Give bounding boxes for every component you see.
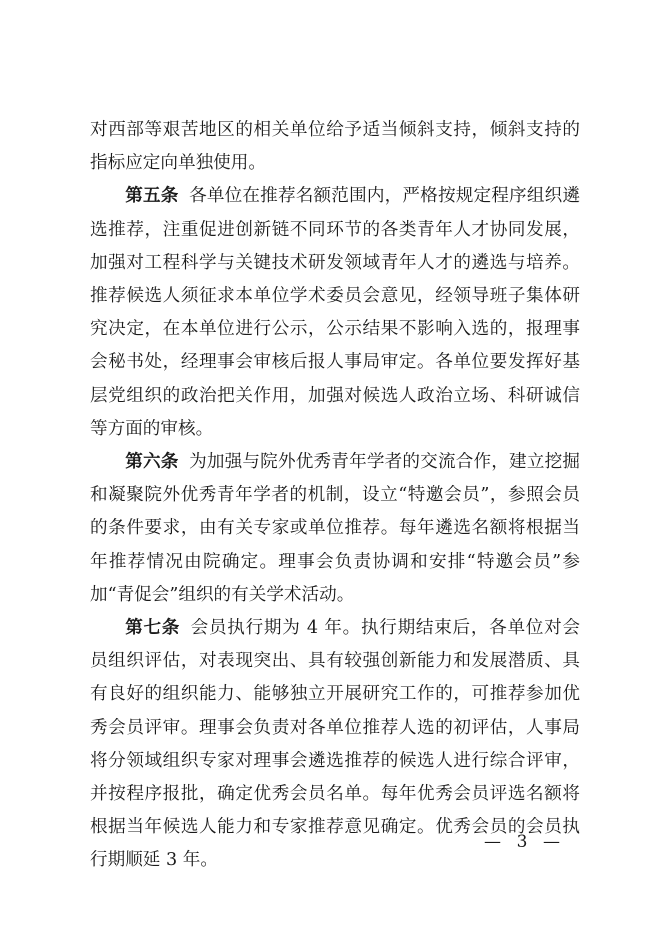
page-number: — 3 —: [484, 832, 566, 852]
article-5-paragraph: [90, 180, 580, 446]
document-body: [90, 114, 580, 878]
article-5-label: 第五条: [125, 186, 179, 207]
paragraph-text: 对西部等艰苦地区的相关单位给予适当倾斜支持，倾斜支持的指标应定向单独使用。: [90, 120, 580, 174]
article-6-label: 第六条: [125, 452, 179, 473]
article-5-text: 各单位在推荐名额范围内，严格按规定程序组织遴选推荐，注重促进创新链不同环节的各类青年人才协同发展，加强对工程科学与关键技术研发领域青年人才的遴选与培养。推荐候选人须征求本单位学术委员会意见，经领导班子集体研究决定，在本单位进行公示，公示结果不影响入选的，报理事会秘书处，经理事会审核后报人事局审定。各单位要发挥好基层党组织的政治把关作用，加强对候选人政治立场、科研诚信等方面的审核。: [90, 186, 580, 439]
article-7-text: 会员执行期为 4 年。执行期结束后，各单位对会员组织评估，对表现突出、具有较强创新能力和发展潜质、具有良好的组织能力、能够独立开展研究工作的，可推荐参加优秀会员评审。理事会负责对各单位推荐人选的初评估，人事局将分领域组织专家对理事会遴选推荐的候选人进行综合评审，并按程序报批，确定优秀会员名单。每年优秀会员评选名额将根据当年候选人能力和专家推荐意见确定。优秀会员的会员执行期顺延 3 年。: [90, 618, 580, 871]
article-6-paragraph: [90, 446, 580, 612]
article-7-label: 第七条: [125, 618, 181, 639]
paragraph-continuation: [90, 114, 580, 180]
article-6-text: 为加强与院外优秀青年学者的交流合作，建立挖掘和凝聚院外优秀青年学者的机制，设立“特邀会员”，参照会员的条件要求，由有关专家或单位推荐。每年遴选名额将根据当年推荐情况由院确定。理事会负责协调和安排“特邀会员”参加“青促会”组织的有关学术活动。: [90, 452, 580, 605]
